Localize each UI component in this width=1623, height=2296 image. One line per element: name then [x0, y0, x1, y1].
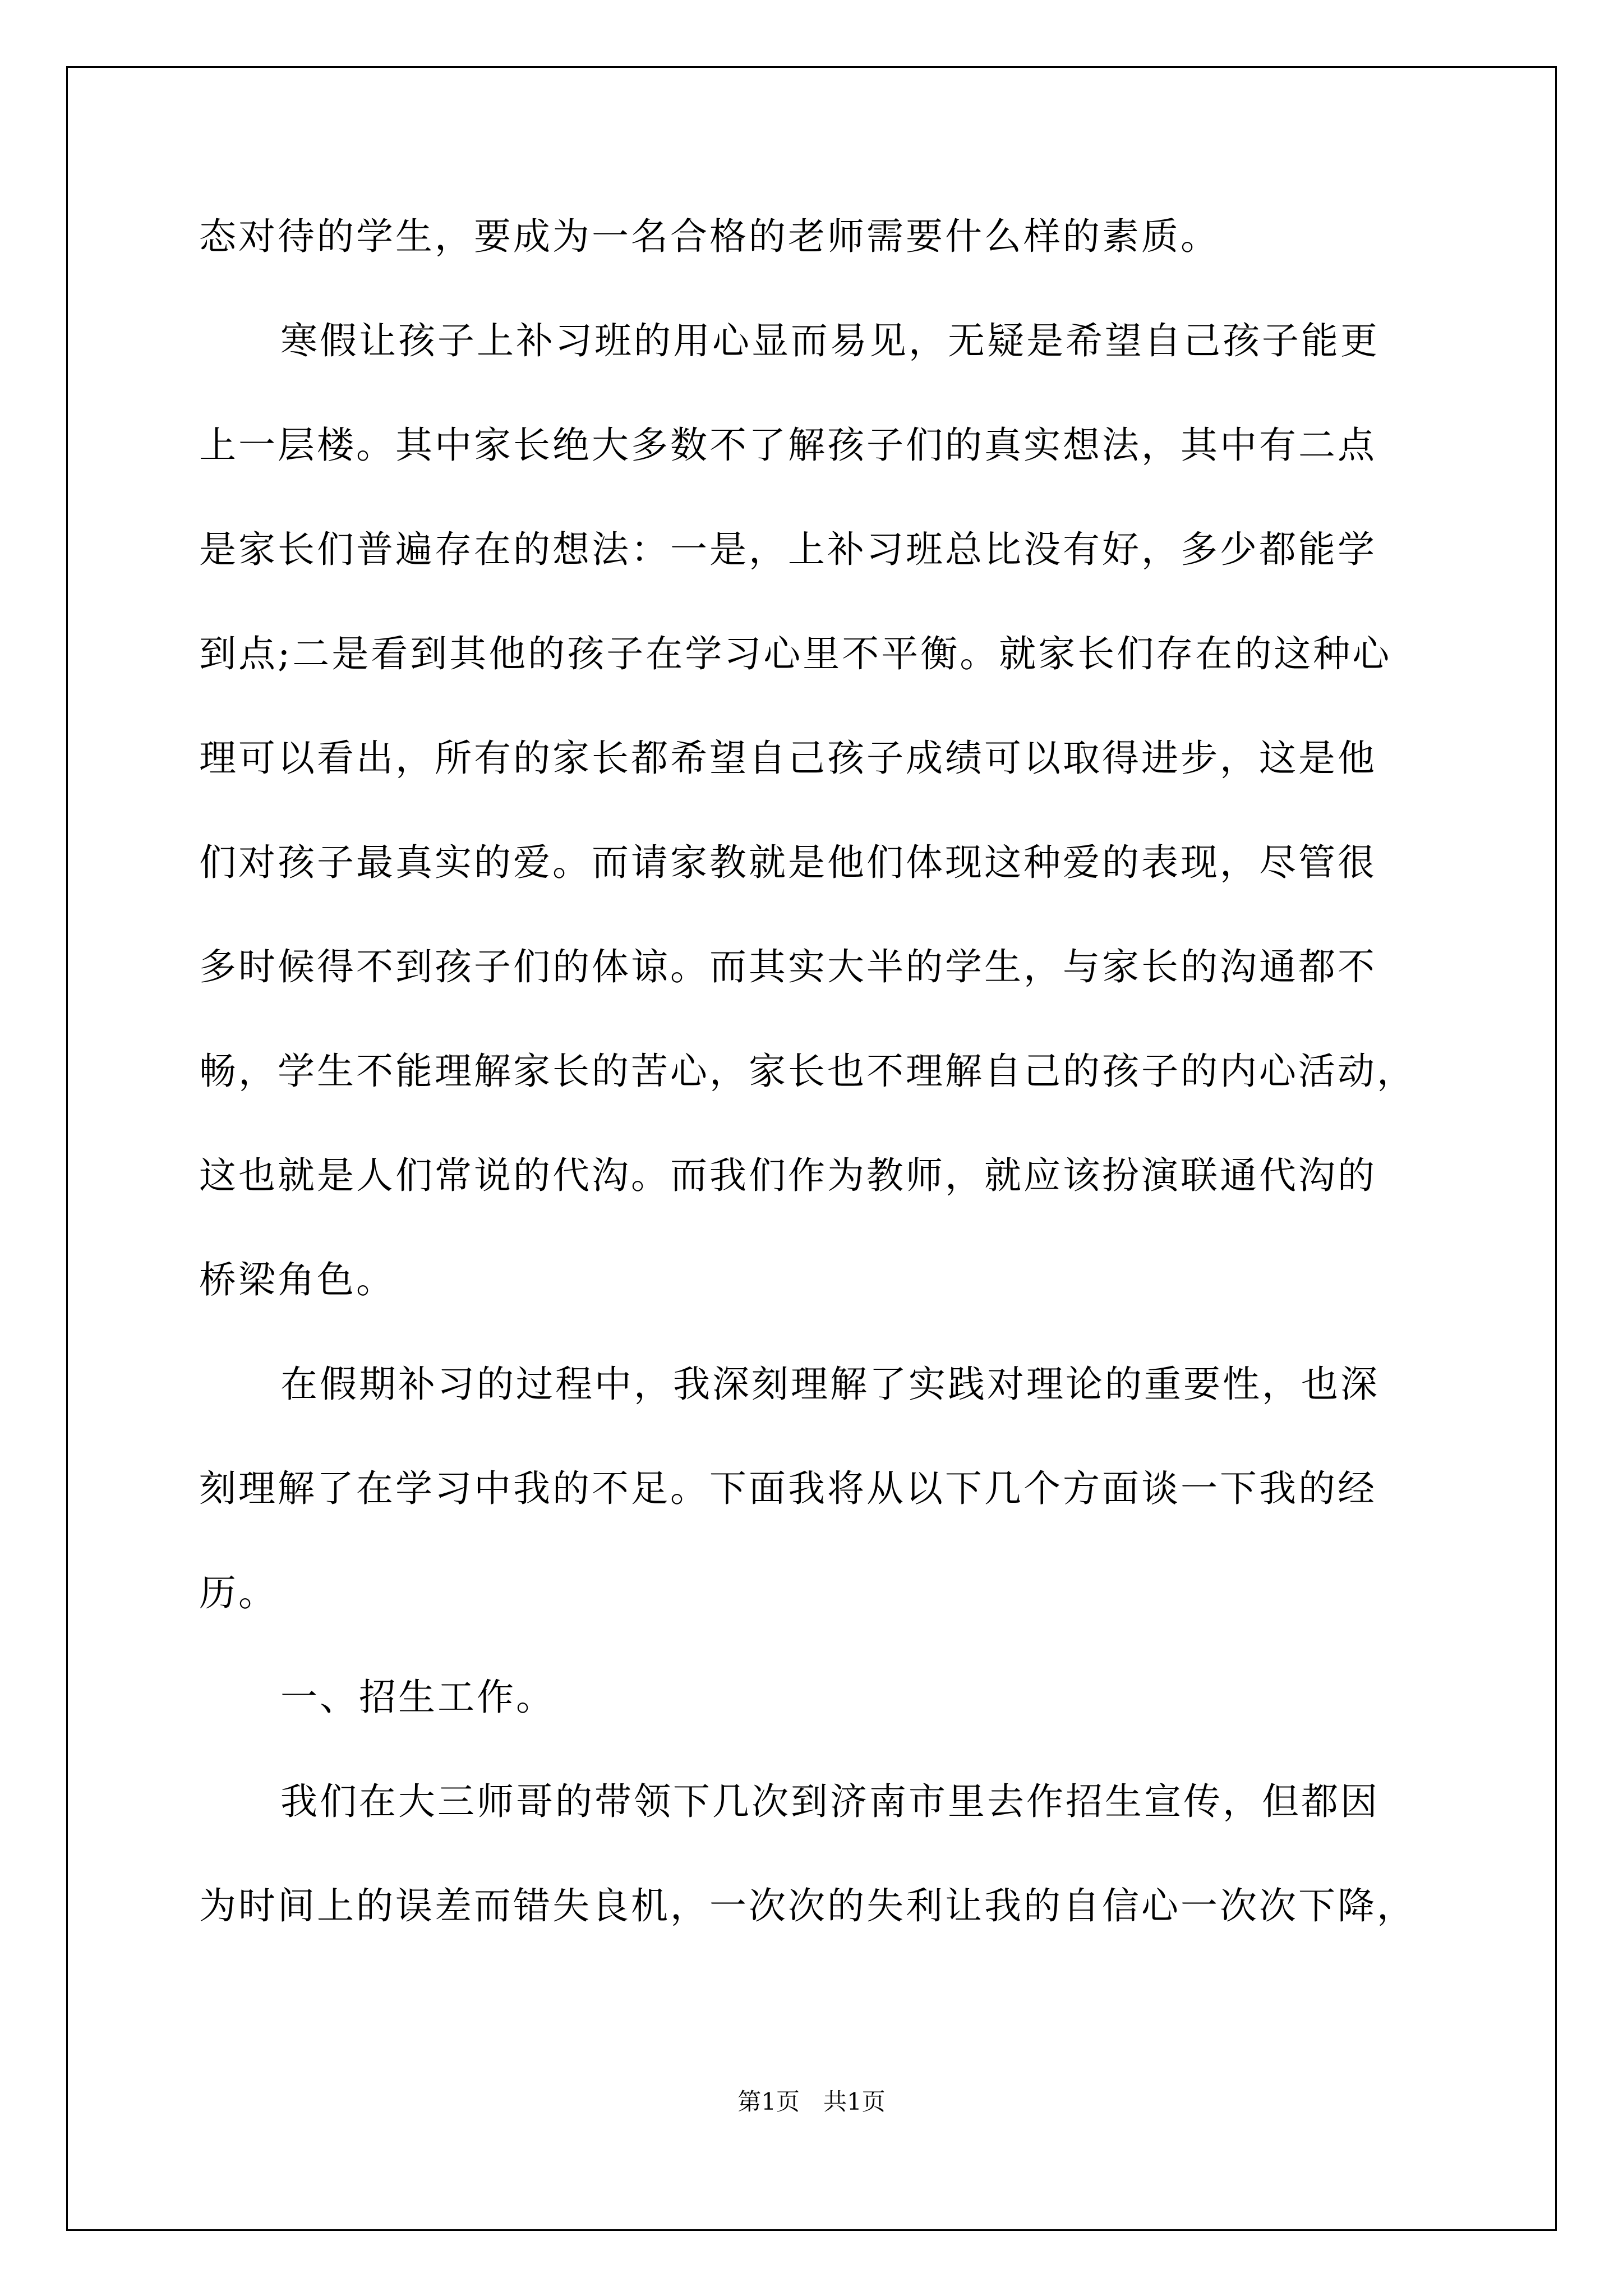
text-line: 上一层楼。其中家长绝大多数不了解孩子们的真实想法，其中有二点	[199, 424, 1377, 467]
text-line: 理可以看出，所有的家长都希望自己孩子成绩可以取得进步，这是他	[199, 737, 1377, 780]
text-line: 态对待的学生，要成为一名合格的老师需要什么样的素质。	[199, 215, 1220, 258]
text-line: 历。	[199, 1571, 278, 1614]
text-line: 在假期补习的过程中，我深刻理解了实践对理论的重要性，也深	[280, 1363, 1380, 1406]
text-line: 我们在大三师哥的带领下几次到济南市里去作招生宣传，但都因	[280, 1780, 1380, 1823]
section-heading: 一、招生工作。	[280, 1676, 555, 1719]
text-line: 畅，学生不能理解家长的苦心，家长也不理解自己的孩子的内心活动，	[199, 1050, 1416, 1093]
text-line: 寒假让孩子上补习班的用心显而易见，无疑是希望自己孩子能更	[280, 319, 1380, 362]
text-line: 这也就是人们常说的代沟。而我们作为教师，就应该扮演联通代沟的	[199, 1154, 1377, 1197]
text-line: 是家长们普遍存在的想法：一是，上补习班总比没有好，多少都能学	[199, 528, 1377, 571]
text-line: 刻理解了在学习中我的不足。下面我将从以下几个方面谈一下我的经	[199, 1467, 1377, 1510]
document-body	[199, 210, 1427, 1984]
text-line: 为时间上的误差而错失良机，一次次的失利让我的自信心一次次下降，	[199, 1884, 1416, 1927]
text-line: 到点;二是看到其他的孩子在学习心里不平衡。就家长们存在的这种心	[199, 632, 1392, 675]
text-line: 们对孩子最真实的爱。而请家教就是他们体现这种爱的表现，尽管很	[199, 841, 1377, 884]
page-number: 第1页 共1页	[737, 2088, 886, 2115]
text-line: 多时候得不到孩子们的体谅。而其实大半的学生，与家长的沟通都不	[199, 945, 1377, 988]
text-line: 桥梁角色。	[199, 1258, 395, 1301]
